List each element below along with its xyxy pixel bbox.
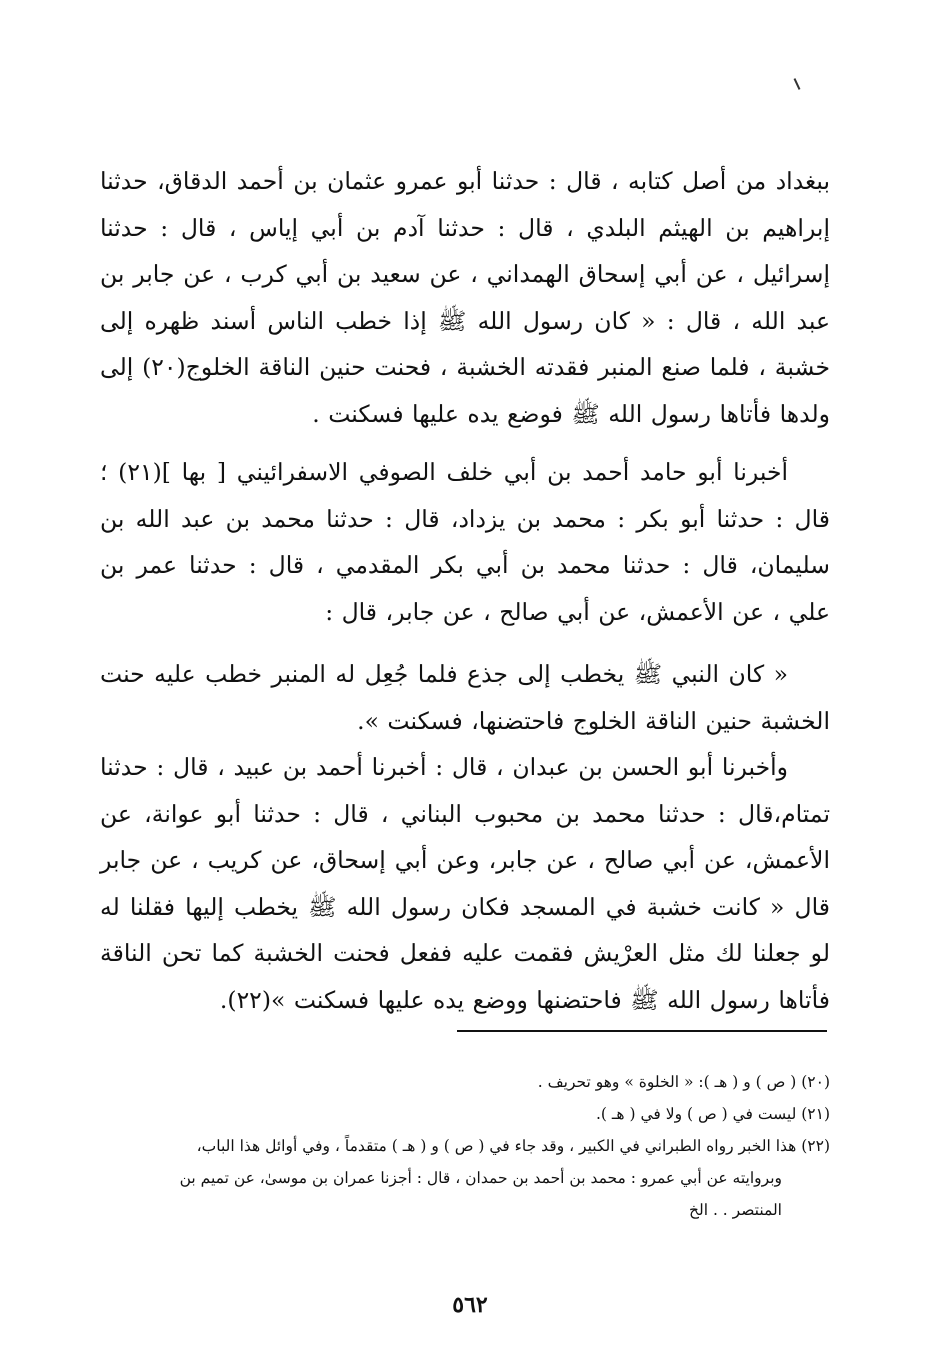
paragraph-3-quote: « كان النبي ﷺ يخطب إلى جذع فلما جُعِل له المنبر خطب عليه حنت الخشبة حنين الناقة الخلوج فاحتضنها، فسكنت ». xyxy=(100,660,830,735)
footnote-21: (٢١) ليست في ( ص ) ولا في ( هـ ). xyxy=(595,1105,830,1123)
footnote-22: (٢٢) هذا الخبر رواه الطبراني في الكبير ، وقد جاء في ( ص ) و ( هـ ) متقدماً ، وفي أوائل هذا الباب، xyxy=(196,1137,830,1155)
footnote-20: (٢٠) ( ص ) و ( هـ ): « الخلوة » وهو تحريف . xyxy=(537,1073,830,1091)
footnotes xyxy=(100,1066,830,1226)
margin-mark xyxy=(794,78,801,90)
footnote-22-continuation-1: وبروايته عن أبي عمرو : محمد بن أحمد بن حمدان ، قال : أجزنا عمران بن موسىٰ، عن تميم بن xyxy=(179,1169,782,1187)
footnote-separator xyxy=(457,1030,827,1032)
paragraph-1: ببغداد من أصل كتابه ، قال : حدثنا أبو عمرو عثمان بن أحمد الدقاق، حدثنا إبراهيم بن الهيثم البلدي ، قال : حدثنا آدم بن أبي إياس ، قال : حدثنا إسرائيل ، عن أبي إسحاق الهمداني ، عن سعيد بن أبي كرب ، عن جابر بن عبد الله ، قال : « كان رسول الله ﷺ إذا خطب الناس أسند ظهره إلى خشبة ، فلما صنع المنبر فقدته الخشبة ، فحنت حنين الناقة الخلوج(٢٠) إلى ولدها فأتاها رسول الله ﷺ فوضع يده عليها فسكنت . xyxy=(100,167,830,428)
footnote-22-continuation-2: المنتصر . . الخ xyxy=(688,1201,782,1219)
main-text xyxy=(100,158,830,1023)
page-number: ٥٦٢ xyxy=(452,1292,488,1318)
paragraph-2: أخبرنا أبو حامد أحمد بن أبي خلف الصوفي الاسفرائيني [ بها ](٢١) ؛ قال : حدثنا أبو بكر : محمد بن يزداد، قال : حدثنا محمد بن عبد الله بن سليمان، قال : حدثنا محمد بن أبي بكر المقدمي ، قال : حدثنا عمر بن علي ، عن الأعمش، عن أبي صالح ، عن جابر، قال : xyxy=(100,458,830,626)
paragraph-4: وأخبرنا أبو الحسن بن عبدان ، قال : أخبرنا أحمد بن عبيد ، قال : حدثنا تمتام،قال : حدثنا محمد بن محبوب البناني ، قال : حدثنا أبو عوانة، عن الأعمش، عن أبي صالح ، عن جابر، وعن أبي إسحاق، عن كريب ، عن جابر قال « كانت خشبة في المسجد فكان رسول الله ﷺ يخطب إليها فقلنا له لو جعلنا لك مثل العرْيش فقمت عليه ففعل فحنت الخشبة كما تحن الناقة فأتاها رسول الله ﷺ فاحتضنها ووضع يده عليها فسكنت »(٢٢). xyxy=(100,753,830,1014)
